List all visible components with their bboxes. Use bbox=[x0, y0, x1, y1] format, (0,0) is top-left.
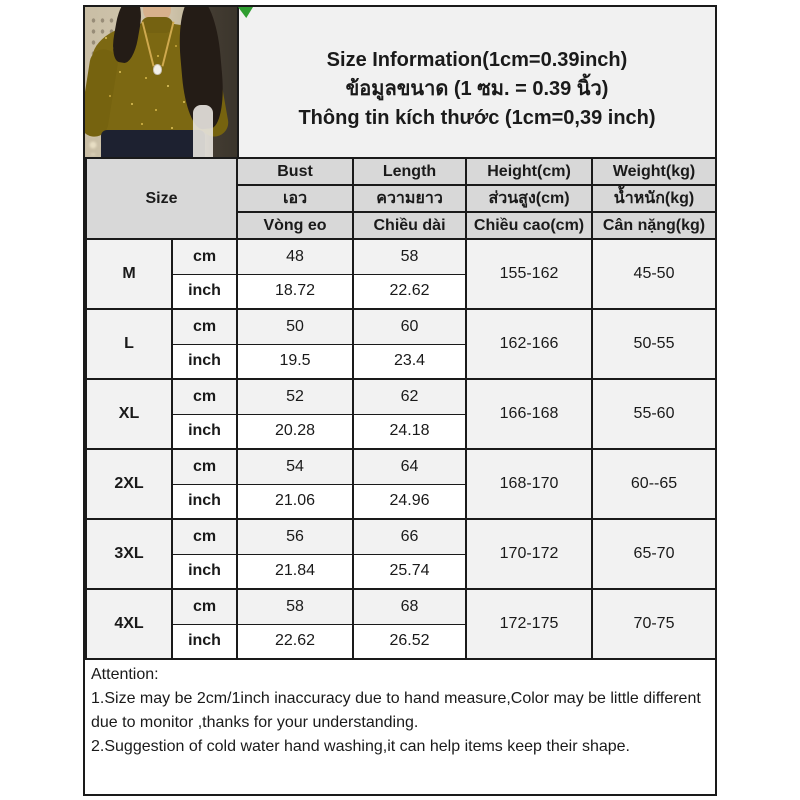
unit-inch: inch bbox=[172, 274, 237, 309]
title-thai: ข้อมูลขนาด (1 ซม. = 0.39 นิ้ว) bbox=[345, 77, 609, 100]
size-header-cell: Size bbox=[86, 158, 237, 239]
unit-inch: inch bbox=[172, 414, 237, 449]
gold-speckles bbox=[105, 37, 107, 39]
top-banner bbox=[85, 7, 715, 157]
height-range: 170-172 bbox=[466, 519, 592, 589]
size-chart-sheet bbox=[83, 5, 717, 796]
unit-inch: inch bbox=[172, 344, 237, 379]
col-header-weight-en: Weight(kg) bbox=[592, 158, 716, 185]
bust-inch-value: 21.06 bbox=[237, 484, 353, 519]
table-row bbox=[86, 309, 716, 344]
unit-cm: cm bbox=[172, 379, 237, 414]
col-header-length-vi: Chiều dài bbox=[353, 212, 466, 239]
attention-notes bbox=[85, 660, 715, 794]
attention-line-1: 1.Size may be 2cm/1inch inaccuracy due to hand measure,Color may be little different due to monitor ,thanks for your understanding. bbox=[91, 690, 701, 731]
weight-range: 70-75 bbox=[592, 589, 716, 659]
bust-inch-value: 18.72 bbox=[237, 274, 353, 309]
title-english: Size Information(1cm=0.39inch) bbox=[326, 48, 628, 71]
table-row bbox=[86, 379, 716, 414]
height-range: 168-170 bbox=[466, 449, 592, 519]
col-header-bust-th: เอว bbox=[237, 185, 353, 212]
unit-cm: cm bbox=[172, 309, 237, 344]
size-3xl: 3XL bbox=[86, 519, 172, 589]
length-cm-value: 66 bbox=[353, 519, 466, 554]
length-inch-value: 25.74 bbox=[353, 554, 466, 589]
weight-range: 55-60 bbox=[592, 379, 716, 449]
length-inch-value: 22.62 bbox=[353, 274, 466, 309]
bust-inch-value: 20.28 bbox=[237, 414, 353, 449]
col-header-bust-vi: Vòng eo bbox=[237, 212, 353, 239]
weight-range: 60--65 bbox=[592, 449, 716, 519]
length-cm-value: 62 bbox=[353, 379, 466, 414]
unit-cm: cm bbox=[172, 239, 237, 274]
unit-inch: inch bbox=[172, 624, 237, 659]
product-photo bbox=[85, 7, 239, 157]
col-header-weight-vi: Cân nặng(kg) bbox=[592, 212, 716, 239]
length-inch-value: 24.18 bbox=[353, 414, 466, 449]
bust-inch-value: 19.5 bbox=[237, 344, 353, 379]
title-block bbox=[239, 7, 715, 157]
length-inch-value: 24.96 bbox=[353, 484, 466, 519]
size-m: M bbox=[86, 239, 172, 309]
size-table bbox=[85, 157, 717, 660]
table-row bbox=[86, 519, 716, 554]
bust-cm-value: 52 bbox=[237, 379, 353, 414]
attention-line-2: 2.Suggestion of cold water hand washing,it can help items keep their shape. bbox=[91, 738, 630, 755]
dark-skirt bbox=[101, 130, 205, 157]
table-row bbox=[86, 239, 716, 274]
bust-cm-value: 48 bbox=[237, 239, 353, 274]
length-inch-value: 26.52 bbox=[353, 624, 466, 659]
photo-highlight bbox=[193, 105, 213, 157]
length-cm-value: 58 bbox=[353, 239, 466, 274]
length-cm-value: 68 bbox=[353, 589, 466, 624]
col-header-weight-th: น้ำหนัก(kg) bbox=[592, 185, 716, 212]
table-row bbox=[86, 589, 716, 624]
col-header-length-en: Length bbox=[353, 158, 466, 185]
necklace-pendant bbox=[153, 64, 162, 75]
weight-range: 50-55 bbox=[592, 309, 716, 379]
unit-cm: cm bbox=[172, 449, 237, 484]
weight-range: 45-50 bbox=[592, 239, 716, 309]
height-range: 155-162 bbox=[466, 239, 592, 309]
length-cm-value: 60 bbox=[353, 309, 466, 344]
size-2xl: 2XL bbox=[86, 449, 172, 519]
size-4xl: 4XL bbox=[86, 589, 172, 659]
size-xl: XL bbox=[86, 379, 172, 449]
weight-range: 65-70 bbox=[592, 519, 716, 589]
unit-inch: inch bbox=[172, 554, 237, 589]
col-header-height-vi: Chiều cao(cm) bbox=[466, 212, 592, 239]
bust-cm-value: 56 bbox=[237, 519, 353, 554]
bust-inch-value: 21.84 bbox=[237, 554, 353, 589]
bust-cm-value: 50 bbox=[237, 309, 353, 344]
col-header-length-th: ความยาว bbox=[353, 185, 466, 212]
title-vietnamese: Thông tin kích thước (1cm=0,39 inch) bbox=[298, 106, 656, 129]
length-cm-value: 64 bbox=[353, 449, 466, 484]
col-header-height-en: Height(cm) bbox=[466, 158, 592, 185]
size-l: L bbox=[86, 309, 172, 379]
bust-cm-value: 58 bbox=[237, 589, 353, 624]
height-range: 162-166 bbox=[466, 309, 592, 379]
col-header-height-th: ส่วนสูง(cm) bbox=[466, 185, 592, 212]
height-range: 172-175 bbox=[466, 589, 592, 659]
col-header-bust-en: Bust bbox=[237, 158, 353, 185]
header-row-en bbox=[86, 158, 716, 185]
unit-cm: cm bbox=[172, 589, 237, 624]
bust-inch-value: 22.62 bbox=[237, 624, 353, 659]
height-range: 166-168 bbox=[466, 379, 592, 449]
table-row bbox=[86, 449, 716, 484]
unit-inch: inch bbox=[172, 484, 237, 519]
unit-cm: cm bbox=[172, 519, 237, 554]
attention-heading: Attention: bbox=[91, 666, 159, 683]
length-inch-value: 23.4 bbox=[353, 344, 466, 379]
bust-cm-value: 54 bbox=[237, 449, 353, 484]
